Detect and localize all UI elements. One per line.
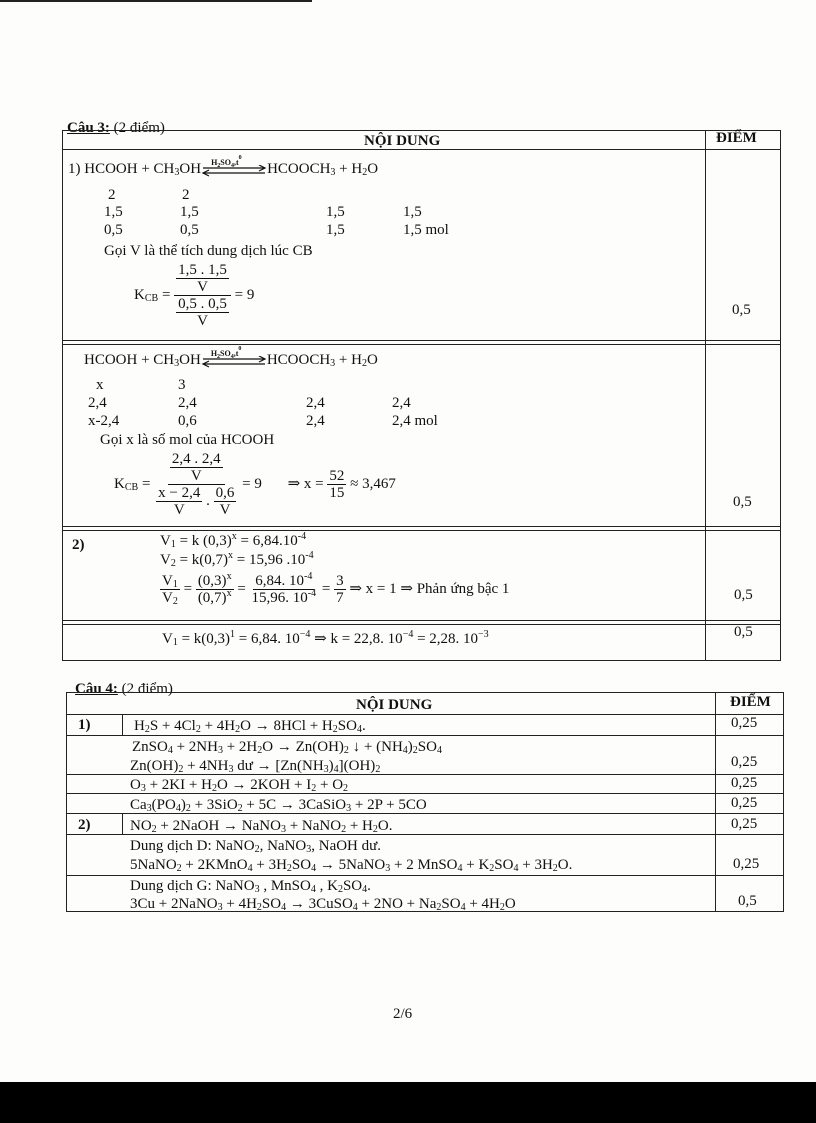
q4-eq-5: $Ca_3(PO_4)_2 + 3SiO_2 + 5C$ → 3CaSiO$_3$ + 2P + 5CO xyxy=(130,797,427,814)
q4-part1-label: 1) xyxy=(78,717,91,733)
q4-solution-d: Dung dịch D: NaNO$_2$, NaNO$_3$, NaOH dư. xyxy=(130,838,382,855)
question-4-title: Câu 4: (2 điểm) xyxy=(75,681,173,697)
q3-p1-kcb-formula: $K_{CB}$ = $\frac{\frac{1,5 . 1,5}{V}}{\frac{0,5 . 0,5}{V}}$ = 9 xyxy=(134,262,255,329)
top-rule xyxy=(0,0,312,2)
q4-score-5: 0,25 xyxy=(731,816,758,832)
q3-header-score: ĐIỂM xyxy=(716,130,757,146)
q3-part2-score: 0,5 xyxy=(734,587,753,603)
q3-part2b-score: 0,5 xyxy=(734,624,753,640)
q4-part2-label: 2) xyxy=(78,817,91,833)
q4-eq-6: $NO_2$ + 2NaOH → NaNO$_3$ + NaNO$_2$ + $H_2O$. xyxy=(130,818,393,835)
q3-p2-score: 0,5 xyxy=(733,494,752,510)
q3-p2-eq-d: 2,4 mol xyxy=(392,413,438,429)
q4-eq-3: $Zn(OH)_2 + 4NH_3$ dư → $[Zn(NH_3)_4](OH)_2$ xyxy=(130,758,381,775)
q4-solution-g: Dung dịch G: NaNO$_3$ , MnSO$_4$ , $K_2SO_4$. xyxy=(130,878,371,895)
q3-p2-kcb-formula: $K_{CB}$ = $\frac{2,4 . 2,4}{V}$ $\frac{x - 2,4}{V}$ . $\frac{0,6}{V}$ = 9 ⇒ x = $\frac{52}{15}$ ≈ 3,467 xyxy=(114,451,396,518)
q3-p1-react-d: 1,5 xyxy=(403,204,422,220)
q3-p1-eq-b: 0,5 xyxy=(180,222,199,238)
question-3-title: Câu 3: (2 điểm) xyxy=(67,120,165,136)
q3-p1-score: 0,5 xyxy=(732,302,751,318)
q3-p2-eq-a: x-2,4 xyxy=(88,413,120,429)
q3-p1-react-c: 1,5 xyxy=(326,204,345,220)
q4-header-content: NỘI DUNG xyxy=(356,697,433,713)
q3-p2-initial-b: 3 xyxy=(178,377,186,393)
q4-eq-2: ZnSO$_4$ + $2NH_3 + 2H_2O \to Zn(OH)_2$ ↓ + $(NH_4)_2SO_4$ xyxy=(132,739,442,756)
q3-header-content: NỘI DUNG xyxy=(364,133,441,149)
q3-p2-react-a: 2,4 xyxy=(88,395,107,411)
q3-p2-react-d: 2,4 xyxy=(392,395,411,411)
q3-p3-v1: $V_1 = k$ $(0,3)^x = 6,84.10^{-4}$ xyxy=(160,531,307,550)
q3-p2-eq-c: 2,4 xyxy=(306,413,325,429)
q4-eq-8: 3Cu + 2NaNO$_3$ + $4H_2SO_4$ → 3CuSO$_4$ + $2NO + Na_2SO_4 + 4H_2O$ xyxy=(130,896,516,913)
scan-bottom-edge xyxy=(0,1082,816,1123)
q3-p1-eq-c: 1,5 xyxy=(326,222,345,238)
q3-p1-initial-b: 2 xyxy=(182,187,190,203)
equilibrium-arrow-icon: $H_2SO_4,t^0$ xyxy=(201,354,267,368)
q3-p2-react-c: 2,4 xyxy=(306,395,325,411)
q3-p2-note: Gọi x là số mol của HCOOH xyxy=(100,432,275,448)
q4-header-score: ĐIỂM xyxy=(730,694,771,710)
q3-part2-label: 2) xyxy=(72,537,85,553)
q3-p4-rate-constant: $V_1 = k(0,3)^1 = 6,84$. $10^{-4}$ ⇒ k = 22,8. $10^{-4} = 2,28$. $10^{-3}$ xyxy=(162,629,489,648)
q4-score-7: 0,5 xyxy=(738,893,757,909)
q4-score-4: 0,25 xyxy=(731,795,758,811)
q3-p2-initial-a: x xyxy=(96,377,104,393)
q3-p1-eq-d: 1,5 mol xyxy=(403,222,449,238)
q3-reaction-1: 1) HCOOH + $CH_3OH$ $H_2SO_4,t^0$ $HCOOCH_3 + H_2O$ xyxy=(68,154,379,178)
q3-reaction-2: HCOOH + $CH_3OH$ $H_2SO_4,t^0$ $HCOOCH_3 + H_2O$ xyxy=(84,345,378,369)
equilibrium-arrow-icon: $H_2SO_4,t^0$ xyxy=(201,163,267,177)
q4-score-3: 0,25 xyxy=(731,775,758,791)
q3-p3-v2: $V_2 = k(0,7)^x = 15,96$ $.10^{-4}$ xyxy=(160,550,314,569)
q3-p2-eq-b: 0,6 xyxy=(178,413,197,429)
page-number: 2/6 xyxy=(393,1006,413,1022)
q4-score-1: 0,25 xyxy=(731,715,758,731)
q4-score-6: 0,25 xyxy=(733,856,760,872)
q3-p3-ratio: $\frac{V_1}{V_2}$ = $\frac{(0,3)^x}{(0,7)^x}$ = $\frac{6,84. 10^{-4}}{15,96. 10^{-4}}$ = $\frac{3}{7}$ ⇒ x = 1 ⇒ Phản ứng bậc 1 xyxy=(162,571,510,607)
q3-p1-react-b: 1,5 xyxy=(180,204,199,220)
q3-p2-react-b: 2,4 xyxy=(178,395,197,411)
q3-p1-eq-a: 0,5 xyxy=(104,222,123,238)
q4-eq-7: 5NaNO$_2$ + 2KMnO$_4$ + $3H_2SO_4$ → 5NaNO$_3$ + 2 MnSO$_4$ + $K_2SO_4 + 3H_2O$. xyxy=(130,857,573,874)
q4-score-2: 0,25 xyxy=(731,754,758,770)
q4-eq-1: $H_2S + 4Cl_2 + 4H_2O \to 8HCl + H_2SO_4$. xyxy=(134,718,366,735)
q3-p1-react-a: 1,5 xyxy=(104,204,123,220)
q4-eq-4: $O_3 + 2KI + H_2O \to 2KOH + I_2 + O_2$ xyxy=(130,777,349,794)
q3-p1-initial-a: 2 xyxy=(108,187,116,203)
q3-p1-note: Gọi V là thể tích dung dịch lúc CB xyxy=(104,243,313,259)
